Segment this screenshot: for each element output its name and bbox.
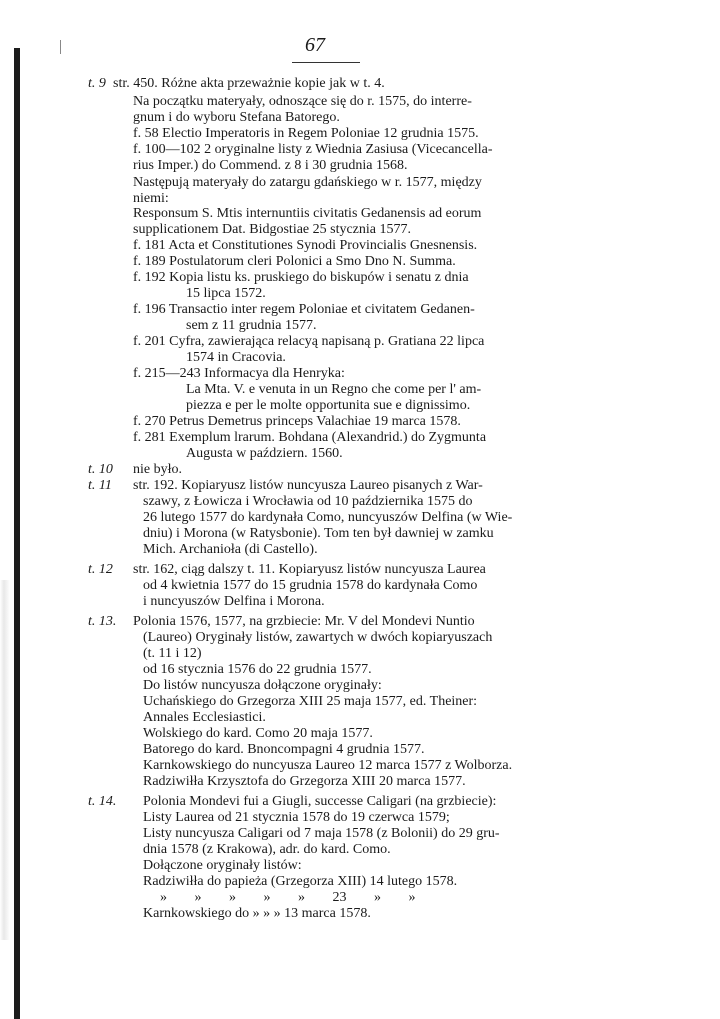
text-line: Polonia 1576, 1577, na grzbiecie: Mr. V del Mondevi Nuntio bbox=[133, 614, 475, 629]
text-line: Następują materyały do zatargu gdańskiego w r. 1577, między bbox=[133, 175, 482, 190]
text-line: Augusta w październ. 1560. bbox=[186, 446, 343, 461]
text-line: niemi: bbox=[133, 191, 169, 206]
entry-label-t14: t. 14. bbox=[88, 794, 117, 809]
text-line: Do listów nuncyusza dołączone oryginały: bbox=[143, 678, 382, 693]
margin-mark bbox=[60, 40, 61, 54]
text-line: sem z 11 grudnia 1577. bbox=[186, 318, 317, 333]
text-line: Uchańskiego do Grzegorza XIII 25 maja 1577, ed. Theiner: bbox=[143, 694, 478, 709]
text-line: piezza e per le molte opportunita sue e dignissimo. bbox=[186, 398, 471, 413]
text-line: f. 58 Electio Imperatoris in Regem Poloniae 12 grudnia 1575. bbox=[133, 126, 479, 141]
text-line: f. 270 Petrus Demetrus princeps Valachiae 19 marca 1578. bbox=[133, 414, 461, 429]
text-line: od 16 stycznia 1576 do 22 grudnia 1577. bbox=[143, 662, 372, 677]
text-line: dnia 1578 (z Krakowa), adr. do kard. Como. bbox=[143, 842, 391, 857]
text-line: szawy, z Łowicza i Wrocławia od 10 października 1575 do bbox=[143, 494, 473, 509]
text-line: (t. 11 i 12) bbox=[143, 646, 202, 661]
text-line: f. 281 Exemplum lrarum. Bohdana (Alexandrid.) do Zygmunta bbox=[133, 430, 487, 445]
text-line: Dołączone oryginały listów: bbox=[143, 858, 302, 873]
entry-label-t12: t. 12 bbox=[88, 562, 113, 577]
text-line: 15 lipca 1572. bbox=[186, 286, 266, 301]
ditto-line: » » » » » 23 » » bbox=[160, 890, 416, 905]
entry-label-t9: t. 9 bbox=[88, 76, 106, 91]
text-line: str. 162, ciąg dalszy t. 11. Kopiaryusz listów nuncyusza Laurea bbox=[133, 562, 486, 577]
text-line: f. 181 Acta et Constitutiones Synodi Provincialis Gnesnensis. bbox=[133, 238, 478, 253]
text-line: str. 450. Różne akta przeważnie kopie jak w t. 4. bbox=[113, 76, 385, 91]
text-line: f. 215—243 Informacya dla Henryka: bbox=[133, 366, 345, 381]
text-line: Responsum S. Mtis internuntiis civitatis Gedanensis ad eorum bbox=[133, 206, 482, 221]
text-line: od 4 kwietnia 1577 do 15 grudnia 1578 do kardynała Como bbox=[143, 578, 478, 593]
text-line: nie było. bbox=[133, 462, 182, 477]
text-line: supplicationem Dat. Bidgostiae 25 stycznia 1577. bbox=[133, 222, 412, 237]
scan-edge-fade bbox=[0, 580, 10, 940]
text-line: Na początku materyały, odnoszące się do r. 1575, do interre- bbox=[133, 94, 472, 109]
text-line: 26 lutego 1577 do kardynała Como, nuncyuszów Delfina (w Wie- bbox=[143, 510, 513, 525]
text-line: Wolskiego do kard. Como 20 maja 1577. bbox=[143, 726, 373, 741]
text-line: Batorego do kard. Bnoncompagni 4 grudnia 1577. bbox=[143, 742, 425, 757]
page-number-rule bbox=[292, 62, 360, 63]
text-line: Polonia Mondevi fui a Giugli, successe Caligari (na grzbiecie): bbox=[143, 794, 497, 809]
text-line: La Mta. V. e venuta in un Regno che come per l' am- bbox=[186, 382, 482, 397]
entry-label-t13: t. 13. bbox=[88, 614, 117, 629]
text-line: Radziwiłła Krzysztofa do Grzegorza XIII 20 marca 1577. bbox=[143, 774, 466, 789]
text-line: Listy nuncyusza Caligari od 7 maja 1578 (z Bolonii) do 29 gru- bbox=[143, 826, 500, 841]
text-line: f. 192 Kopia listu ks. pruskiego do biskupów i senatu z dnia bbox=[133, 270, 469, 285]
text-line: gnum i do wyboru Stefana Batorego. bbox=[133, 110, 340, 125]
scan-edge-shadow bbox=[14, 48, 20, 1019]
text-line: rius Imper.) do Commend. z 8 i 30 grudnia 1568. bbox=[133, 158, 408, 173]
text-line: f. 201 Cyfra, zawierająca relacyą napisaną p. Gratiana 22 lipca bbox=[133, 334, 485, 349]
text-line: Annales Ecclesiastici. bbox=[143, 710, 266, 725]
text-line: Mich. Archanioła (di Castello). bbox=[143, 542, 318, 557]
page-number: 67 bbox=[305, 34, 325, 56]
text-line: dniu) i Morona (w Ratysbonie). Tom ten był dawniej w zamku bbox=[143, 526, 494, 541]
text-line: f. 189 Postulatorum cleri Polonici a Smo Dno N. Summa. bbox=[133, 254, 456, 269]
entry-label-t11: t. 11 bbox=[88, 478, 112, 493]
text-line: f. 196 Transactio inter regem Poloniae et civitatem Gedanen- bbox=[133, 302, 475, 317]
text-line: str. 192. Kopiaryusz listów nuncyusza Laureo pisanych z War- bbox=[133, 478, 483, 493]
text-line: (Laureo) Oryginały listów, zawartych w dwóch kopiaryuszach bbox=[143, 630, 493, 645]
text-line: Karnkowskiego do nuncyusza Laureo 12 marca 1577 z Wolborza. bbox=[143, 758, 513, 773]
text-line: i nuncyuszów Delfina i Morona. bbox=[143, 594, 325, 609]
text-line: Karnkowskiego do » » » 13 marca 1578. bbox=[143, 906, 371, 921]
text-line: f. 100—102 2 oryginalne listy z Wiednia Zasiusa (Vicecancella- bbox=[133, 142, 493, 157]
entry-label-t10: t. 10 bbox=[88, 462, 113, 477]
text-line: 1574 in Cracovia. bbox=[186, 350, 286, 365]
text-line: Listy Laurea od 21 stycznia 1578 do 19 czerwca 1579; bbox=[143, 810, 450, 825]
text-line: Radziwiłła do papieża (Grzegorza XIII) 14 lutego 1578. bbox=[143, 874, 458, 889]
